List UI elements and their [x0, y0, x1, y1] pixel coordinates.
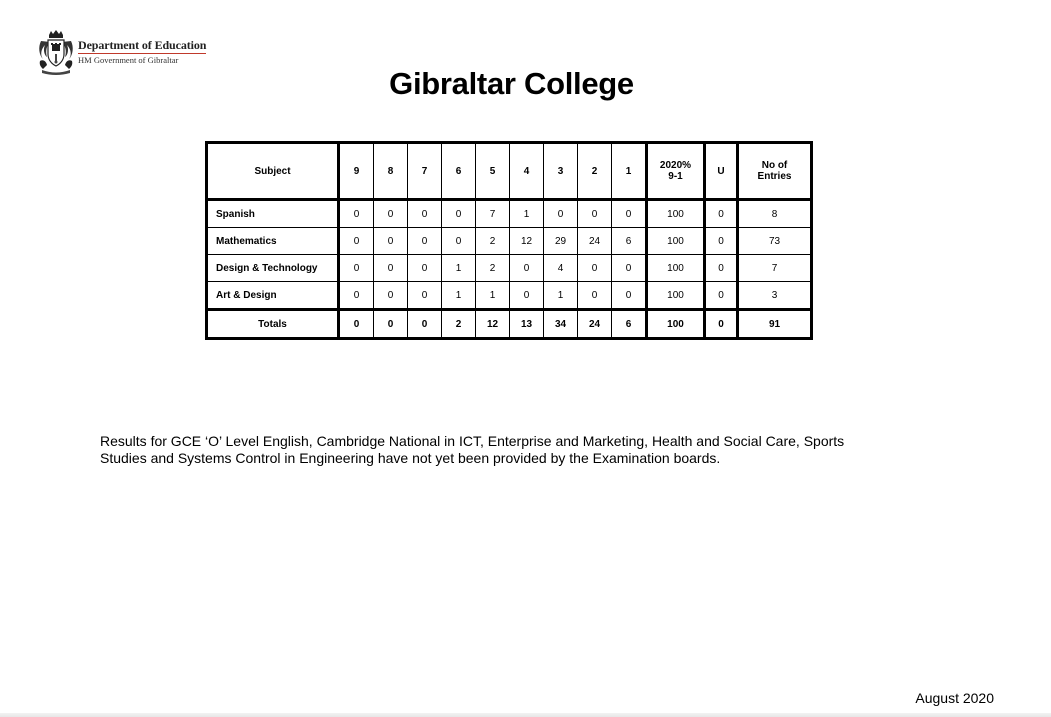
cell-grade: 2 — [476, 228, 510, 255]
cell-grade: 0 — [544, 200, 578, 228]
cell-entries: 7 — [738, 255, 812, 282]
cell-grade: 0 — [374, 200, 408, 228]
cell-u: 0 — [705, 282, 738, 310]
cell-grade: 0 — [578, 255, 612, 282]
cell-grade: 29 — [544, 228, 578, 255]
cell-grade: 0 — [408, 255, 442, 282]
cell-u: 0 — [705, 255, 738, 282]
cell-pct: 100 — [647, 255, 705, 282]
results-table — [205, 141, 813, 340]
cell-u: 0 — [705, 228, 738, 255]
header-pct — [647, 143, 705, 200]
cell-grade: 7 — [476, 200, 510, 228]
cell-grade: 0 — [578, 200, 612, 228]
cell-grade: 0 — [408, 200, 442, 228]
header-grade-3: 3 — [544, 143, 578, 200]
cell-grade: 0 — [339, 228, 374, 255]
table-row — [207, 255, 812, 282]
cell-grade: 1 — [476, 282, 510, 310]
header-grade-8: 8 — [374, 143, 408, 200]
cell-grade: 0 — [578, 282, 612, 310]
totals-label: Totals — [207, 310, 339, 339]
table-row — [207, 228, 812, 255]
cell-grade: 0 — [339, 200, 374, 228]
header-grade-4: 4 — [510, 143, 544, 200]
total-u: 0 — [705, 310, 738, 339]
cell-grade: 0 — [374, 255, 408, 282]
cell-grade: 6 — [612, 228, 647, 255]
header-entries-line1: No of — [761, 160, 788, 171]
cell-pct: 100 — [647, 228, 705, 255]
total-entries: 91 — [738, 310, 812, 339]
row-subject: Mathematics — [207, 228, 339, 255]
cell-grade: 1 — [442, 255, 476, 282]
footer-date: August 2020 — [915, 690, 994, 706]
total-grade: 6 — [612, 310, 647, 339]
header-grade-2: 2 — [578, 143, 612, 200]
note-line-2: Studies and Systems Control in Engineering have not yet been provided by the Examination boards. — [100, 450, 721, 466]
table-row — [207, 200, 812, 228]
header-grade-7: 7 — [408, 143, 442, 200]
cell-entries: 8 — [738, 200, 812, 228]
table-header-row — [207, 143, 812, 200]
row-subject: Spanish — [207, 200, 339, 228]
total-grade: 2 — [442, 310, 476, 339]
cell-entries: 3 — [738, 282, 812, 310]
header-grade-9: 9 — [339, 143, 374, 200]
total-grade: 0 — [408, 310, 442, 339]
results-note — [100, 433, 890, 467]
logo-subtitle: HM Government of Gibraltar — [78, 55, 179, 65]
cell-grade: 0 — [408, 282, 442, 310]
row-subject: Design & Technology — [207, 255, 339, 282]
total-grade: 12 — [476, 310, 510, 339]
cell-grade: 0 — [339, 282, 374, 310]
cell-grade: 0 — [408, 228, 442, 255]
cell-grade: 0 — [442, 228, 476, 255]
header-grade-1: 1 — [612, 143, 647, 200]
cell-grade: 1 — [544, 282, 578, 310]
cell-grade: 0 — [510, 255, 544, 282]
total-grade: 13 — [510, 310, 544, 339]
header-subject: Subject — [207, 143, 339, 200]
cell-grade: 0 — [612, 200, 647, 228]
cell-pct: 100 — [647, 282, 705, 310]
total-grade: 34 — [544, 310, 578, 339]
cell-grade: 1 — [442, 282, 476, 310]
header-pct-line2: 9-1 — [668, 171, 683, 182]
table-row — [207, 282, 812, 310]
cell-grade: 0 — [339, 255, 374, 282]
header-grade-6: 6 — [442, 143, 476, 200]
cell-grade: 4 — [544, 255, 578, 282]
cell-entries: 73 — [738, 228, 812, 255]
cell-grade: 0 — [612, 282, 647, 310]
total-grade: 0 — [374, 310, 408, 339]
cell-grade: 0 — [442, 200, 476, 228]
header-entries-line2: Entries — [757, 171, 792, 182]
cell-grade: 0 — [612, 255, 647, 282]
cell-grade: 0 — [374, 282, 408, 310]
total-pct: 100 — [647, 310, 705, 339]
page-title: Gibraltar College — [389, 66, 634, 101]
total-grade: 24 — [578, 310, 612, 339]
cell-grade: 24 — [578, 228, 612, 255]
cell-grade: 2 — [476, 255, 510, 282]
cell-grade: 12 — [510, 228, 544, 255]
header-pct-line1: 2020% — [659, 160, 692, 171]
page-bottom-edge — [0, 713, 1051, 717]
cell-grade: 1 — [510, 200, 544, 228]
totals-row — [207, 310, 812, 339]
total-grade: 0 — [339, 310, 374, 339]
header-grade-5: 5 — [476, 143, 510, 200]
cell-pct: 100 — [647, 200, 705, 228]
cell-grade: 0 — [374, 228, 408, 255]
cell-u: 0 — [705, 200, 738, 228]
logo-title: Department of Education — [78, 38, 207, 52]
cell-grade: 0 — [510, 282, 544, 310]
header-u: U — [705, 143, 738, 200]
note-line-1: Results for GCE ‘O’ Level English, Cambridge National in ICT, Enterprise and Marketing, Health and Social Care, Sports — [100, 433, 845, 449]
header-entries — [738, 143, 812, 200]
row-subject: Art & Design — [207, 282, 339, 310]
